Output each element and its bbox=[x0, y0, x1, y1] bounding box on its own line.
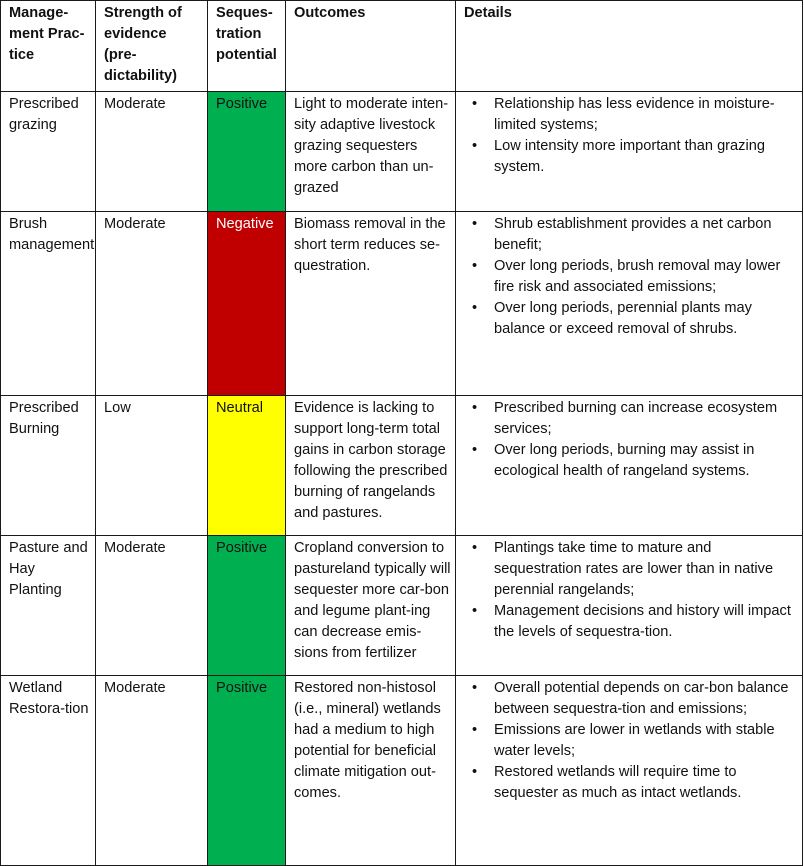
outcome-cell: Biomass removal in the short term reduces se-questration. bbox=[286, 212, 456, 396]
header-line: Seques- bbox=[216, 5, 273, 21]
details-list bbox=[464, 94, 796, 178]
strength-cell: Moderate bbox=[96, 92, 208, 212]
details-cell bbox=[456, 212, 803, 396]
header-line: ment Prac- bbox=[9, 26, 85, 42]
table-row bbox=[1, 536, 803, 676]
outcome-cell: Light to moderate inten-sity adaptive livestock grazing sequesters more carbon than un-grazed bbox=[286, 92, 456, 212]
details-item: • Shrub establishment provides a net carbon benefit; bbox=[494, 214, 796, 256]
potential-cell: Positive bbox=[208, 676, 286, 866]
header-line: evidence (pre- bbox=[104, 26, 167, 63]
header-line: potential bbox=[216, 47, 277, 63]
header-outcomes bbox=[286, 1, 456, 92]
practice-cell: Prescribed grazing bbox=[1, 92, 96, 212]
details-item: • Low intensity more important than grazing system. bbox=[494, 136, 796, 178]
details-list bbox=[464, 214, 796, 340]
details-list bbox=[464, 538, 796, 643]
header-line: Details bbox=[464, 5, 512, 21]
details-item: • Restored wetlands will require time to sequester as much as intact wetlands. bbox=[494, 762, 796, 804]
table-row bbox=[1, 92, 803, 212]
details-item: • Emissions are lower in wetlands with stable water levels; bbox=[494, 720, 796, 762]
details-list bbox=[464, 398, 796, 482]
potential-cell: Neutral bbox=[208, 396, 286, 536]
header-sequestration-potential bbox=[208, 1, 286, 92]
potential-cell: Positive bbox=[208, 536, 286, 676]
strength-cell: Low bbox=[96, 396, 208, 536]
practice-cell: Pasture and Hay Planting bbox=[1, 536, 96, 676]
details-item: • Overall potential depends on car-bon balance between sequestra-tion and emissions; bbox=[494, 678, 796, 720]
header-line: tration bbox=[216, 26, 262, 42]
details-cell bbox=[456, 92, 803, 212]
practice-cell: Wetland Restora-tion bbox=[1, 676, 96, 866]
header-line: Strength of bbox=[104, 5, 182, 21]
header-line: Outcomes bbox=[294, 5, 366, 21]
table-row bbox=[1, 396, 803, 536]
header-line: dictability) bbox=[104, 68, 177, 84]
details-item: • Over long periods, perennial plants may balance or exceed removal of shrubs. bbox=[494, 298, 796, 340]
details-item: • Plantings take time to mature and sequestration rates are lower than in native perennial rangelands; bbox=[494, 538, 796, 601]
practice-cell: Brush management bbox=[1, 212, 96, 396]
practice-cell: Prescribed Burning bbox=[1, 396, 96, 536]
details-item: • Prescribed burning can increase ecosystem services; bbox=[494, 398, 796, 440]
table-row bbox=[1, 676, 803, 866]
strength-cell: Moderate bbox=[96, 536, 208, 676]
details-item: • Over long periods, brush removal may lower fire risk and associated emissions; bbox=[494, 256, 796, 298]
potential-cell: Negative bbox=[208, 212, 286, 396]
header-details bbox=[456, 1, 803, 92]
strength-cell: Moderate bbox=[96, 676, 208, 866]
strength-cell: Moderate bbox=[96, 212, 208, 396]
table-row bbox=[1, 212, 803, 396]
header-management-practice bbox=[1, 1, 96, 92]
potential-cell: Positive bbox=[208, 92, 286, 212]
header-line: Manage- bbox=[9, 5, 69, 21]
details-item: • Relationship has less evidence in moisture-limited systems; bbox=[494, 94, 796, 136]
outcome-cell: Cropland conversion to pastureland typically will sequester more car-bon and legume plant-ing can decrease emis-sions from fertilizer bbox=[286, 536, 456, 676]
details-cell bbox=[456, 396, 803, 536]
header-line: tice bbox=[9, 47, 35, 63]
header-row bbox=[1, 1, 803, 92]
details-cell bbox=[456, 676, 803, 866]
header-strength-of-evidence bbox=[96, 1, 208, 92]
details-list bbox=[464, 678, 796, 804]
details-item: • Management decisions and history will impact the levels of sequestra-tion. bbox=[494, 601, 796, 643]
outcome-cell: Evidence is lacking to support long-term total gains in carbon storage following the prescribed burning of rangelands and pastures. bbox=[286, 396, 456, 536]
details-item: • Over long periods, burning may assist in ecological health of rangeland systems. bbox=[494, 440, 796, 482]
details-cell bbox=[456, 536, 803, 676]
outcome-cell: Restored non-histosol (i.e., mineral) wetlands had a medium to high potential for beneficial climate mitigation out-comes. bbox=[286, 676, 456, 866]
